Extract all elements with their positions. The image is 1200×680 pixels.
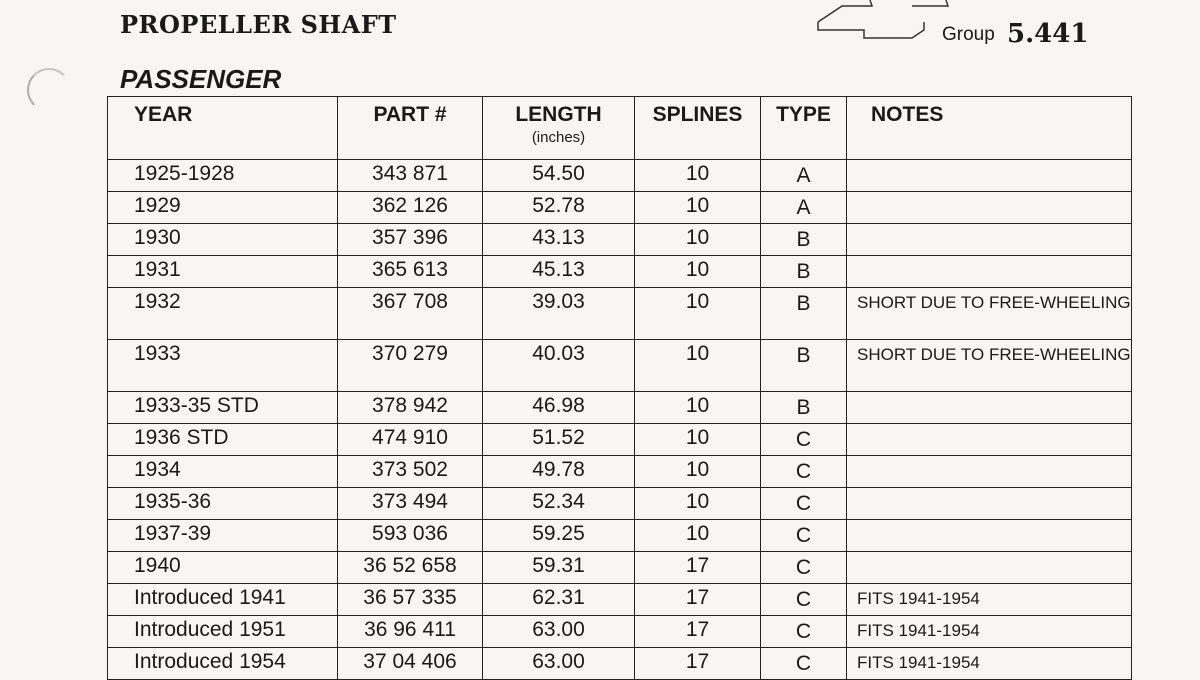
cell-length: 51.52: [483, 424, 635, 456]
table-row: [108, 552, 1132, 584]
cell-type: B: [761, 340, 847, 392]
table-row: [108, 584, 1132, 616]
cell-notes: SHORT DUE TO FREE-WHEELING: [847, 340, 1132, 392]
cell-length: 59.31: [483, 552, 635, 584]
cell-splines: 10: [635, 224, 761, 256]
cell-notes: SHORT DUE TO FREE-WHEELING: [847, 288, 1132, 340]
cell-length: 54.50: [483, 160, 635, 192]
cell-notes: [847, 160, 1132, 192]
table-body: [108, 160, 1132, 680]
table-row: [108, 648, 1132, 680]
table-header-row: [108, 97, 1132, 160]
cell-length: 43.13: [483, 224, 635, 256]
cell-part: 370 279: [338, 340, 483, 392]
cell-splines: 17: [635, 584, 761, 616]
cell-year: 1940: [108, 552, 338, 584]
cell-notes: [847, 224, 1132, 256]
cell-splines: 10: [635, 288, 761, 340]
cell-type: C: [761, 456, 847, 488]
propeller-shaft-table: [107, 96, 1132, 680]
group-number: 5.441: [1007, 19, 1089, 49]
page-title: PROPELLER SHAFT: [120, 10, 397, 39]
cell-length: 62.31: [483, 584, 635, 616]
column-header-length-label: LENGTH: [515, 103, 602, 126]
cell-part: 36 57 335: [338, 584, 483, 616]
cell-type: C: [761, 584, 847, 616]
cell-notes: [847, 520, 1132, 552]
cell-notes: [847, 488, 1132, 520]
cell-year: Introduced 1951: [108, 616, 338, 648]
cell-length: 63.00: [483, 648, 635, 680]
cell-year: 1937-39: [108, 520, 338, 552]
cell-splines: 17: [635, 616, 761, 648]
cell-length: 63.00: [483, 616, 635, 648]
cell-year: 1925-1928: [108, 160, 338, 192]
table-row: [108, 456, 1132, 488]
column-header-notes: NOTES: [847, 97, 1132, 160]
section-title: PASSENGER: [120, 64, 282, 94]
cell-part: 373 502: [338, 456, 483, 488]
column-header-year: YEAR: [108, 97, 338, 160]
table-row: [108, 616, 1132, 648]
cell-length: 45.13: [483, 256, 635, 288]
cell-year: 1931: [108, 256, 338, 288]
cell-notes: [847, 392, 1132, 424]
cell-type: C: [761, 616, 847, 648]
cell-length: 46.98: [483, 392, 635, 424]
cell-part: 362 126: [338, 192, 483, 224]
cell-length: 59.25: [483, 520, 635, 552]
cell-notes: [847, 424, 1132, 456]
table-row: [108, 192, 1132, 224]
table-row: [108, 424, 1132, 456]
cell-splines: 17: [635, 552, 761, 584]
group-label: Group: [942, 24, 995, 45]
cell-splines: 10: [635, 456, 761, 488]
cell-notes: [847, 552, 1132, 584]
cell-type: C: [761, 424, 847, 456]
cell-type: C: [761, 648, 847, 680]
table-row: [108, 392, 1132, 424]
cell-splines: 10: [635, 424, 761, 456]
cell-part: 365 613: [338, 256, 483, 288]
cell-splines: 10: [635, 520, 761, 552]
cell-part: 378 942: [338, 392, 483, 424]
cell-year: 1936 STD: [108, 424, 338, 456]
cell-part: 593 036: [338, 520, 483, 552]
bowtie-logo-icon: [808, 0, 958, 44]
cell-type: A: [761, 160, 847, 192]
cell-part: 367 708: [338, 288, 483, 340]
cell-part: 474 910: [338, 424, 483, 456]
cell-splines: 10: [635, 256, 761, 288]
table-row: [108, 288, 1132, 340]
cell-year: 1930: [108, 224, 338, 256]
cell-type: B: [761, 392, 847, 424]
cell-length: 52.34: [483, 488, 635, 520]
column-header-type: TYPE: [761, 97, 847, 160]
cell-part: 36 96 411: [338, 616, 483, 648]
cell-year: 1935-36: [108, 488, 338, 520]
cell-year: 1932: [108, 288, 338, 340]
cell-notes: FITS 1941-1954: [847, 616, 1132, 648]
column-header-part: PART #: [338, 97, 483, 160]
cell-type: A: [761, 192, 847, 224]
cell-type: B: [761, 288, 847, 340]
table-row: [108, 520, 1132, 552]
cell-year: 1934: [108, 456, 338, 488]
cell-part: 373 494: [338, 488, 483, 520]
cell-year: 1929: [108, 192, 338, 224]
cell-splines: 10: [635, 192, 761, 224]
table-row: [108, 224, 1132, 256]
cell-notes: [847, 192, 1132, 224]
cell-splines: 10: [635, 340, 761, 392]
cell-type: B: [761, 256, 847, 288]
column-header-splines: SPLINES: [635, 97, 761, 160]
cell-type: C: [761, 488, 847, 520]
column-header-length-unit: (inches): [531, 129, 586, 146]
cell-year: 1933: [108, 340, 338, 392]
cell-part: 36 52 658: [338, 552, 483, 584]
cell-notes: FITS 1941-1954: [847, 584, 1132, 616]
cell-year: Introduced 1941: [108, 584, 338, 616]
binder-hole: [27, 68, 71, 112]
table-row: [108, 160, 1132, 192]
cell-splines: 10: [635, 160, 761, 192]
cell-length: 39.03: [483, 288, 635, 340]
cell-splines: 17: [635, 648, 761, 680]
cell-part: 37 04 406: [338, 648, 483, 680]
cell-part: 357 396: [338, 224, 483, 256]
cell-notes: [847, 456, 1132, 488]
cell-part: 343 871: [338, 160, 483, 192]
cell-length: 52.78: [483, 192, 635, 224]
cell-year: 1933-35 STD: [108, 392, 338, 424]
cell-year: Introduced 1954: [108, 648, 338, 680]
cell-splines: 10: [635, 392, 761, 424]
cell-type: B: [761, 224, 847, 256]
table-row: [108, 488, 1132, 520]
cell-notes: [847, 256, 1132, 288]
table-row: [108, 340, 1132, 392]
cell-splines: 10: [635, 488, 761, 520]
cell-type: C: [761, 520, 847, 552]
table-row: [108, 256, 1132, 288]
column-header-length: [483, 97, 635, 160]
cell-length: 40.03: [483, 340, 635, 392]
cell-length: 49.78: [483, 456, 635, 488]
cell-type: C: [761, 552, 847, 584]
cell-notes: FITS 1941-1954: [847, 648, 1132, 680]
